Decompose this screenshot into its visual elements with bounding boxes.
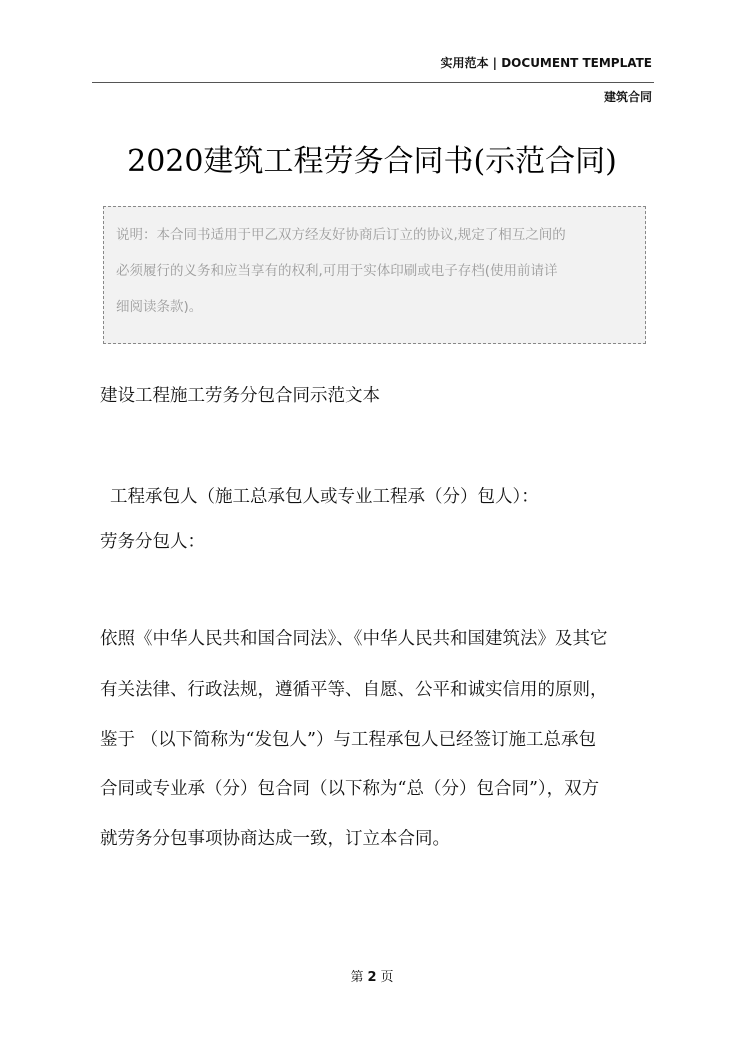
paragraph-line: 合同或专业承（分）包合同（以下称为“总（分）包合同”），双方 — [100, 779, 600, 799]
notice-line: 细阅读条款)。 — [116, 299, 203, 315]
paragraph-line: 就劳务分包事项协商达成一致，订立本合同。 — [100, 829, 450, 849]
notice-line: 说明：本合同书适用于甲乙双方经友好协商后订立的协议,规定了相互之间的 — [116, 227, 566, 243]
page-suffix: 页 — [380, 970, 394, 985]
contract-subtitle: 建设工程施工劳务分包合同示范文本 — [100, 386, 380, 406]
page-prefix: 第 — [350, 970, 364, 985]
subcontractor-field-label: 劳务分包人： — [100, 532, 205, 552]
paragraph-line: 鉴于 （以下简称为“发包人”）与工程承包人已经签订施工总承包 — [100, 730, 596, 750]
header-divider — [92, 82, 654, 83]
page-footer — [0, 966, 744, 985]
paragraph-line: 依照《中华人民共和国合同法》、《中华人民共和国建筑法》及其它 — [100, 629, 608, 649]
notice-line: 必须履行的义务和应当享有的权利,可用于实体印刷或电子存档(使用前请详 — [116, 263, 558, 279]
document-category: 建筑合同 — [603, 90, 652, 104]
document-title: 2020建筑工程劳务合同书(示范合同) — [127, 144, 617, 179]
page-number: 2 — [367, 970, 377, 985]
paragraph-line: 有关法律、行政法规，遵循平等、自愿、公平和诚实信用的原则， — [100, 680, 608, 700]
document-brand: 实用范本 | DOCUMENT TEMPLATE — [440, 56, 652, 70]
contractor-field-label: 工程承包人（施工总承包人或专业工程承（分）包人）： — [110, 487, 539, 507]
notice-box — [103, 206, 646, 344]
